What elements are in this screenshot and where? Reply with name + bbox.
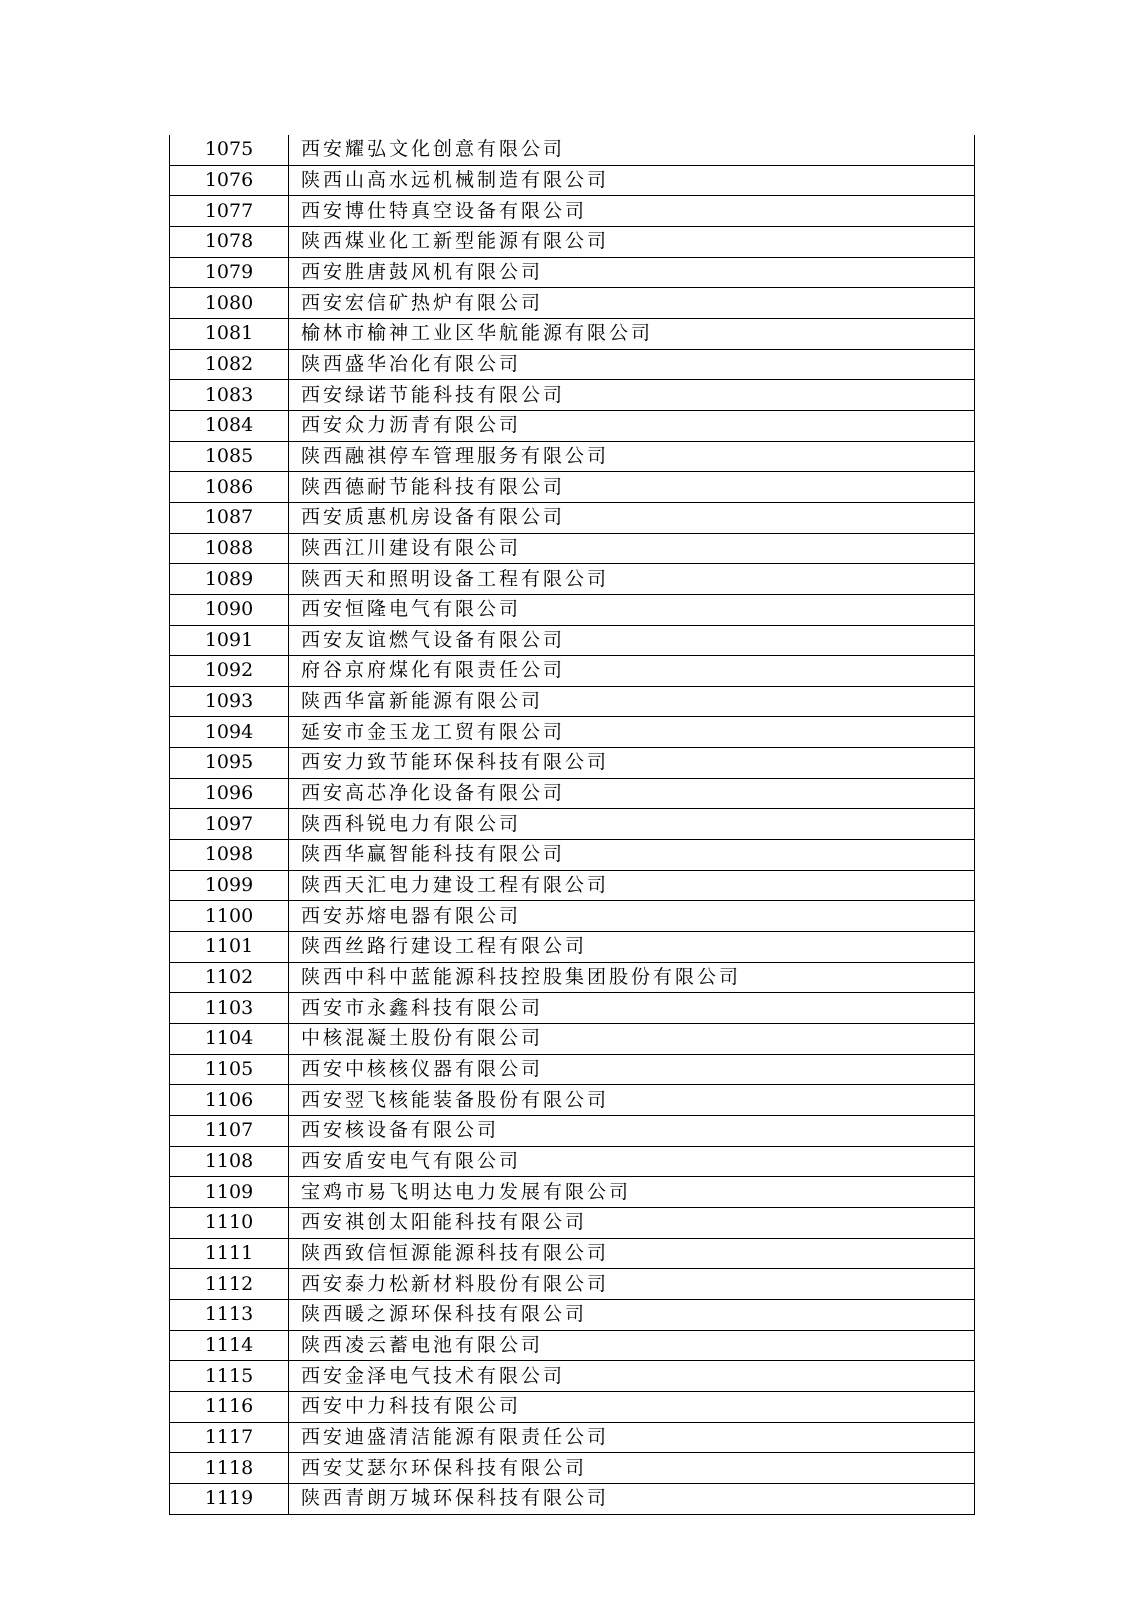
row-number-cell: 1075	[170, 135, 289, 165]
row-number-cell: 1091	[170, 625, 289, 656]
company-name-cell: 西安翌飞核能装备股份有限公司	[289, 1085, 975, 1116]
table-row	[170, 901, 975, 932]
table-row	[170, 1361, 975, 1392]
table-row	[170, 380, 975, 411]
company-name-cell: 府谷京府煤化有限责任公司	[289, 656, 975, 687]
company-name-cell: 西安耀弘文化创意有限公司	[289, 135, 975, 165]
company-name-cell: 陕西山高水远机械制造有限公司	[289, 165, 975, 196]
table-row	[170, 1054, 975, 1085]
row-number-cell: 1077	[170, 196, 289, 227]
company-name-cell: 陕西江川建设有限公司	[289, 533, 975, 564]
row-number-cell: 1098	[170, 840, 289, 871]
company-name-cell: 陕西盛华冶化有限公司	[289, 349, 975, 380]
row-number-cell: 1114	[170, 1330, 289, 1361]
row-number-cell: 1105	[170, 1054, 289, 1085]
row-number-cell: 1100	[170, 901, 289, 932]
table-row	[170, 226, 975, 257]
table-row	[170, 594, 975, 625]
table-row	[170, 625, 975, 656]
row-number-cell: 1083	[170, 380, 289, 411]
company-name-cell: 陕西科锐电力有限公司	[289, 809, 975, 840]
company-name-cell: 西安苏熔电器有限公司	[289, 901, 975, 932]
company-name-cell: 西安艾瑟尔环保科技有限公司	[289, 1453, 975, 1484]
row-number-cell: 1115	[170, 1361, 289, 1392]
company-name-cell: 陕西融祺停车管理服务有限公司	[289, 441, 975, 472]
company-name-cell: 西安核设备有限公司	[289, 1116, 975, 1147]
row-number-cell: 1087	[170, 502, 289, 533]
table-row	[170, 349, 975, 380]
row-number-cell: 1085	[170, 441, 289, 472]
table-row	[170, 1146, 975, 1177]
table-row	[170, 1453, 975, 1484]
row-number-cell: 1112	[170, 1269, 289, 1300]
table-row	[170, 1299, 975, 1330]
row-number-cell: 1081	[170, 318, 289, 349]
row-number-cell: 1107	[170, 1116, 289, 1147]
table-row	[170, 135, 975, 165]
table-row	[170, 1483, 975, 1514]
row-number-cell: 1116	[170, 1391, 289, 1422]
row-number-cell: 1103	[170, 993, 289, 1024]
company-name-cell: 陕西德耐节能科技有限公司	[289, 472, 975, 503]
table-row	[170, 686, 975, 717]
table-row	[170, 196, 975, 227]
company-name-cell: 西安胜唐鼓风机有限公司	[289, 257, 975, 288]
row-number-cell: 1080	[170, 288, 289, 319]
table-row	[170, 441, 975, 472]
company-name-cell: 西安宏信矿热炉有限公司	[289, 288, 975, 319]
company-name-cell: 陕西天汇电力建设工程有限公司	[289, 870, 975, 901]
row-number-cell: 1106	[170, 1085, 289, 1116]
row-number-cell: 1111	[170, 1238, 289, 1269]
row-number-cell: 1090	[170, 594, 289, 625]
company-name-cell: 延安市金玉龙工贸有限公司	[289, 717, 975, 748]
company-name-cell: 西安绿诺节能科技有限公司	[289, 380, 975, 411]
table-row	[170, 1177, 975, 1208]
company-name-cell: 陕西天和照明设备工程有限公司	[289, 564, 975, 595]
row-number-cell: 1079	[170, 257, 289, 288]
company-name-cell: 西安高芯净化设备有限公司	[289, 778, 975, 809]
company-name-cell: 西安中力科技有限公司	[289, 1391, 975, 1422]
company-name-cell: 陕西暖之源环保科技有限公司	[289, 1299, 975, 1330]
table-row	[170, 1269, 975, 1300]
table-row	[170, 993, 975, 1024]
table-row	[170, 962, 975, 993]
company-name-cell: 陕西华富新能源有限公司	[289, 686, 975, 717]
company-name-cell: 西安泰力松新材料股份有限公司	[289, 1269, 975, 1300]
table-row	[170, 533, 975, 564]
row-number-cell: 1102	[170, 962, 289, 993]
table-row	[170, 1085, 975, 1116]
company-name-cell: 宝鸡市易飞明达电力发展有限公司	[289, 1177, 975, 1208]
row-number-cell: 1099	[170, 870, 289, 901]
row-number-cell: 1119	[170, 1483, 289, 1514]
row-number-cell: 1104	[170, 1024, 289, 1055]
table-row	[170, 502, 975, 533]
company-name-cell: 陕西青朗万城环保科技有限公司	[289, 1483, 975, 1514]
row-number-cell: 1093	[170, 686, 289, 717]
row-number-cell: 1084	[170, 410, 289, 441]
company-name-cell: 陕西煤业化工新型能源有限公司	[289, 226, 975, 257]
company-name-cell: 西安祺创太阳能科技有限公司	[289, 1207, 975, 1238]
row-number-cell: 1096	[170, 778, 289, 809]
row-number-cell: 1092	[170, 656, 289, 687]
company-name-cell: 榆林市榆神工业区华航能源有限公司	[289, 318, 975, 349]
row-number-cell: 1109	[170, 1177, 289, 1208]
table-row	[170, 717, 975, 748]
row-number-cell: 1089	[170, 564, 289, 595]
company-name-cell: 陕西致信恒源能源科技有限公司	[289, 1238, 975, 1269]
row-number-cell: 1101	[170, 932, 289, 963]
table-row	[170, 318, 975, 349]
table-row	[170, 840, 975, 871]
row-number-cell: 1078	[170, 226, 289, 257]
table-row	[170, 1238, 975, 1269]
row-number-cell: 1118	[170, 1453, 289, 1484]
table-row	[170, 932, 975, 963]
company-name-cell: 西安中核核仪器有限公司	[289, 1054, 975, 1085]
company-name-cell: 西安盾安电气有限公司	[289, 1146, 975, 1177]
table-row	[170, 656, 975, 687]
company-name-cell: 西安市永鑫科技有限公司	[289, 993, 975, 1024]
company-name-cell: 西安金泽电气技术有限公司	[289, 1361, 975, 1392]
company-name-cell: 中核混凝土股份有限公司	[289, 1024, 975, 1055]
company-list-body	[170, 135, 975, 1514]
company-name-cell: 西安力致节能环保科技有限公司	[289, 748, 975, 779]
table-row	[170, 472, 975, 503]
table-row	[170, 748, 975, 779]
table-row	[170, 1391, 975, 1422]
table-row	[170, 1116, 975, 1147]
company-name-cell: 西安友谊燃气设备有限公司	[289, 625, 975, 656]
table-row	[170, 1024, 975, 1055]
table-row	[170, 165, 975, 196]
row-number-cell: 1113	[170, 1299, 289, 1330]
company-name-cell: 西安恒隆电气有限公司	[289, 594, 975, 625]
company-name-cell: 西安迪盛清洁能源有限责任公司	[289, 1422, 975, 1453]
company-name-cell: 陕西华赢智能科技有限公司	[289, 840, 975, 871]
company-name-cell: 西安质惠机房设备有限公司	[289, 502, 975, 533]
table-row	[170, 778, 975, 809]
row-number-cell: 1088	[170, 533, 289, 564]
row-number-cell: 1108	[170, 1146, 289, 1177]
company-name-cell: 陕西丝路行建设工程有限公司	[289, 932, 975, 963]
row-number-cell: 1082	[170, 349, 289, 380]
table-row	[170, 564, 975, 595]
row-number-cell: 1076	[170, 165, 289, 196]
table-row	[170, 809, 975, 840]
table-row	[170, 410, 975, 441]
row-number-cell: 1117	[170, 1422, 289, 1453]
table-row	[170, 1207, 975, 1238]
company-name-cell: 西安众力沥青有限公司	[289, 410, 975, 441]
table-row	[170, 870, 975, 901]
table-row	[170, 1422, 975, 1453]
row-number-cell: 1086	[170, 472, 289, 503]
table-row	[170, 288, 975, 319]
company-name-cell: 西安博仕特真空设备有限公司	[289, 196, 975, 227]
table-row	[170, 1330, 975, 1361]
row-number-cell: 1095	[170, 748, 289, 779]
row-number-cell: 1110	[170, 1207, 289, 1238]
row-number-cell: 1094	[170, 717, 289, 748]
company-name-cell: 陕西中科中蓝能源科技控股集团股份有限公司	[289, 962, 975, 993]
row-number-cell: 1097	[170, 809, 289, 840]
company-list-table	[169, 135, 975, 1515]
table-row	[170, 257, 975, 288]
company-name-cell: 陕西凌云蓄电池有限公司	[289, 1330, 975, 1361]
